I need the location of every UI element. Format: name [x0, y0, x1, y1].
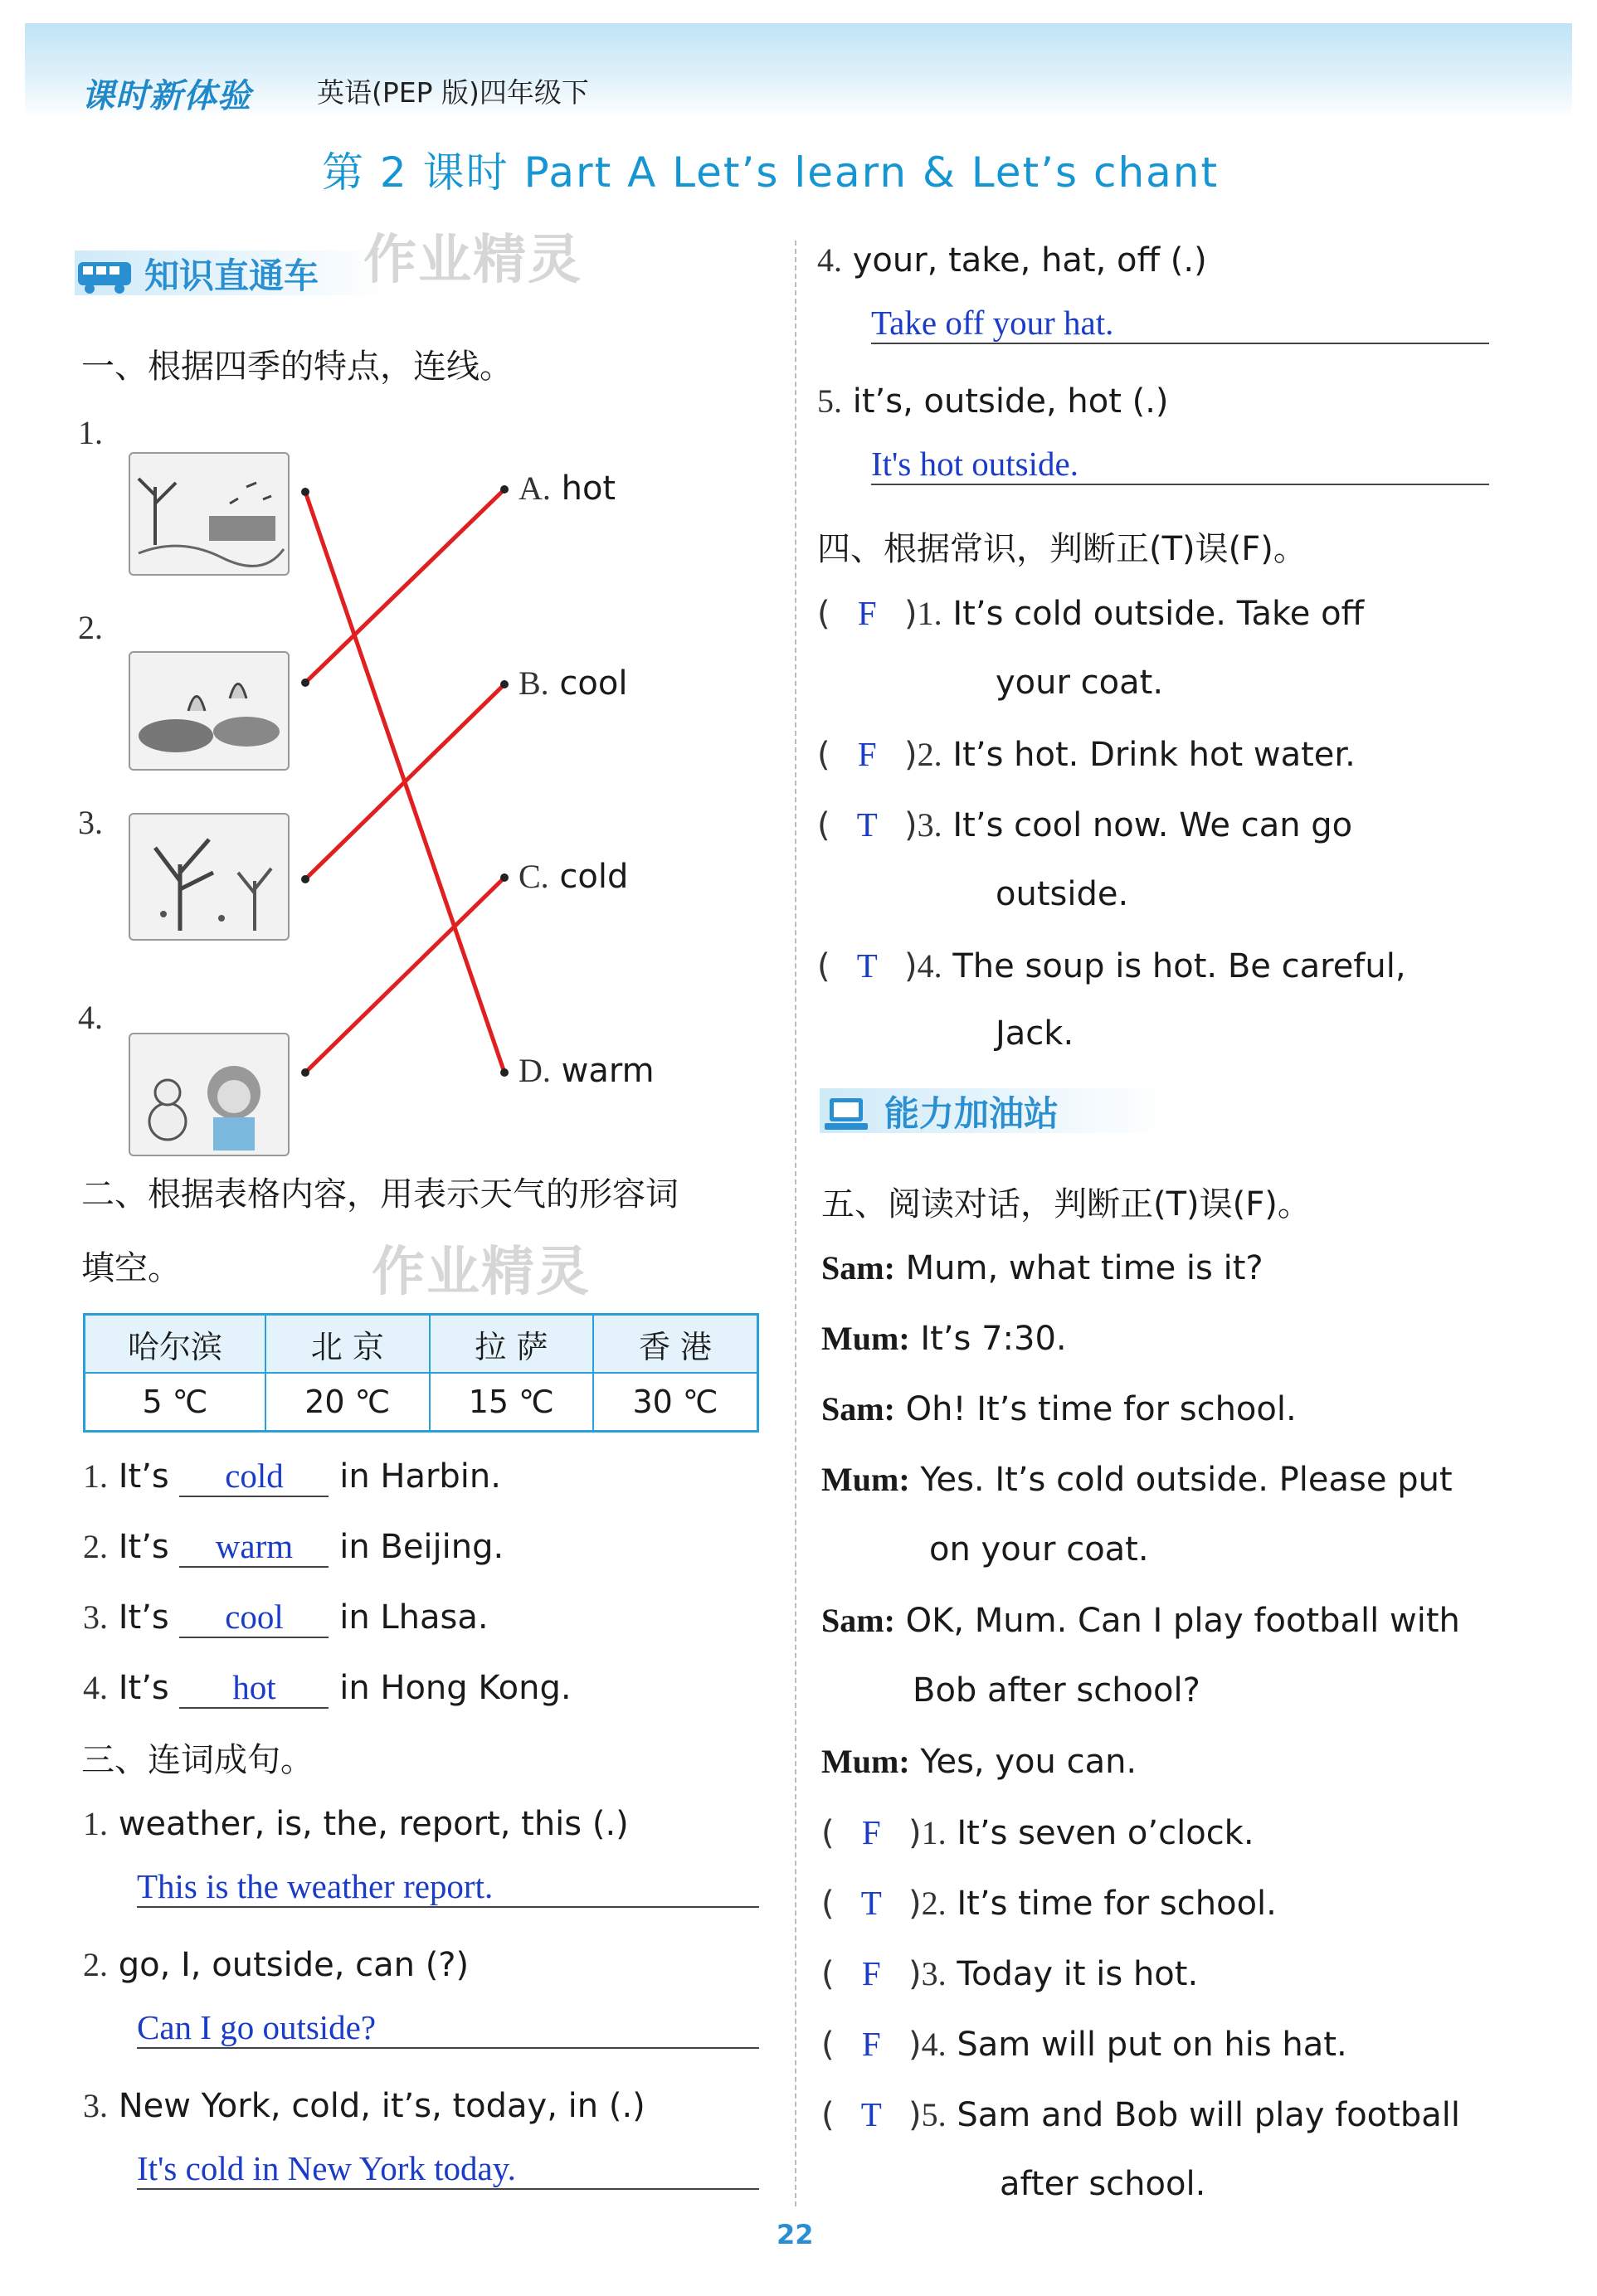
- tf-item-4-4: ( T )4. The soup is hot. Be careful,: [817, 946, 1406, 985]
- reorder-answer-5: It's hot outside.: [871, 444, 1489, 485]
- tf-item-5-4: ( F )4. Sam will put on his hat.: [821, 2025, 1347, 2064]
- dialogue-line: Sam: OK, Mum. Can I play football with: [821, 1602, 1460, 1640]
- dialogue-line-cont: Bob after school?: [913, 1671, 1200, 1710]
- part3-title: 三、连词成句。: [81, 1741, 314, 1779]
- fill-item-4: 4. It’s hot in Hong Kong.: [83, 1668, 572, 1707]
- city-cell: 香 港: [593, 1315, 757, 1374]
- fill-item-3: 3. It’s cool in Lhasa.: [83, 1598, 489, 1637]
- answer-blank: warm: [179, 1526, 329, 1568]
- dialogue-line: Mum: Yes. It’s cold outside. Please put: [821, 1461, 1453, 1499]
- watermark: 作业精灵: [363, 230, 582, 291]
- series-title: 英语(PEP 版)四年级下: [317, 76, 589, 109]
- watermark: 作业精灵: [372, 1242, 591, 1303]
- city-cell: 拉 萨: [430, 1315, 594, 1374]
- dialogue-line: Sam: Oh! It’s time for school.: [821, 1390, 1297, 1428]
- tf-item-5-1: ( F )1. It’s seven o’clock.: [821, 1813, 1254, 1852]
- reorder-answer-1: This is the weather report.: [137, 1866, 759, 1908]
- tf-item-4-2: ( F )2. It’s hot. Drink hot water.: [817, 735, 1356, 774]
- temp-cell: 20 ℃: [265, 1373, 430, 1432]
- tf-answer: T: [860, 2095, 882, 2133]
- match-line-2-a: [305, 489, 504, 683]
- tf-answer: F: [861, 2025, 881, 2063]
- temp-cell: 15 ℃: [430, 1373, 594, 1432]
- dot: [301, 488, 309, 496]
- dot: [301, 875, 309, 883]
- picture-number: 2.: [78, 609, 103, 646]
- part2-title-cont: 填空。: [81, 1249, 181, 1287]
- tf-answer: F: [861, 1954, 881, 1992]
- reorder-item-4: 4. your, take, hat, off (.): [817, 241, 1207, 280]
- tf-item-4-1-cont: your coat.: [996, 664, 1164, 702]
- dot: [500, 873, 509, 882]
- part5-title: 五、阅读对话，判断正(T)误(F)。: [821, 1185, 1311, 1223]
- answer-blank: hot: [179, 1667, 329, 1709]
- fill-item-1: 1. It’s cold in Harbin.: [83, 1457, 501, 1496]
- fill-item-2: 2. It’s warm in Beijing.: [83, 1527, 504, 1566]
- reorder-item-5: 5. it’s, outside, hot (.): [817, 382, 1169, 421]
- option-d: D. warm: [519, 1052, 655, 1090]
- lesson-title: 第 2 课时 Part A Let’s learn & Let’s chant: [322, 148, 1220, 197]
- reorder-item-2: 2. go, I, outside, can (?): [83, 1946, 470, 1984]
- option-a: A. hot: [519, 469, 616, 508]
- brand-logo: 课时新体验: [81, 77, 251, 115]
- picture-number: 3.: [78, 804, 103, 841]
- tf-answer: T: [856, 805, 878, 844]
- dialogue-line: Mum: Yes, you can.: [821, 1743, 1137, 1781]
- tf-answer: F: [857, 735, 877, 773]
- dot: [500, 485, 509, 494]
- dialogue-line-cont: on your coat.: [929, 1530, 1149, 1569]
- match-line-4-c: [305, 878, 504, 1073]
- tf-item-5-2: ( T )2. It’s time for school.: [821, 1884, 1277, 1923]
- reorder-answer-4: Take off your hat.: [871, 303, 1489, 344]
- part4-title: 四、根据常识，判断正(T)误(F)。: [817, 530, 1307, 568]
- option-b: B. cool: [519, 664, 628, 703]
- part1-title: 一、根据四季的特点，连线。: [81, 348, 513, 386]
- tf-item-4-1: ( F )1. It’s cold outside. Take off: [817, 594, 1365, 633]
- tf-item-5-5-cont: after school.: [1000, 2165, 1206, 2203]
- laptop-icon: [823, 1095, 873, 1138]
- reorder-item-1: 1. weather, is, the, report, this (.): [83, 1805, 629, 1843]
- tf-answer: T: [860, 1884, 882, 1922]
- city-cell: 北 京: [265, 1315, 430, 1374]
- tf-item-4-3-cont: outside.: [996, 875, 1129, 913]
- tf-item-4-3: ( T )3. It’s cool now. We can go: [817, 805, 1353, 844]
- weather-table: [83, 1313, 759, 1433]
- picture-number: 4.: [78, 999, 103, 1036]
- dot: [301, 1068, 309, 1077]
- temp-cell: 5 ℃: [85, 1373, 266, 1432]
- picture-number: 1.: [78, 414, 103, 451]
- dialogue-line: Mum: It’s 7:30.: [821, 1320, 1067, 1358]
- tf-answer: F: [861, 1813, 881, 1851]
- section-knowledge: 知识直通车: [144, 255, 319, 296]
- dot: [500, 1068, 509, 1077]
- tf-answer: T: [856, 946, 878, 985]
- tf-item-4-4-cont: Jack.: [996, 1014, 1074, 1053]
- match-line-3-b: [305, 684, 504, 879]
- part2-title: 二、根据表格内容，用表示天气的形容词: [81, 1175, 679, 1214]
- reorder-answer-3: It's cold in New York today.: [137, 2148, 759, 2190]
- dot: [301, 679, 309, 687]
- city-cell: 哈尔滨: [85, 1315, 266, 1374]
- option-c: C. cold: [519, 858, 629, 896]
- reorder-item-3: 3. New York, cold, it’s, today, in (.): [83, 2087, 645, 2125]
- answer-blank: cool: [179, 1597, 329, 1638]
- answer-blank: cold: [179, 1456, 329, 1497]
- tf-item-5-3: ( F )3. Today it is hot.: [821, 1954, 1199, 1993]
- tf-item-5-5: ( T )5. Sam and Bob will play football: [821, 2095, 1460, 2134]
- section-ability: 能力加油站: [884, 1093, 1059, 1134]
- reorder-answer-2: Can I go outside?: [137, 2007, 759, 2049]
- temp-cell: 30 ℃: [593, 1373, 757, 1432]
- tf-answer: F: [857, 594, 877, 632]
- dot: [500, 680, 509, 688]
- page-number: 22: [777, 2219, 814, 2250]
- dialogue-line: Sam: Mum, what time is it?: [821, 1249, 1263, 1287]
